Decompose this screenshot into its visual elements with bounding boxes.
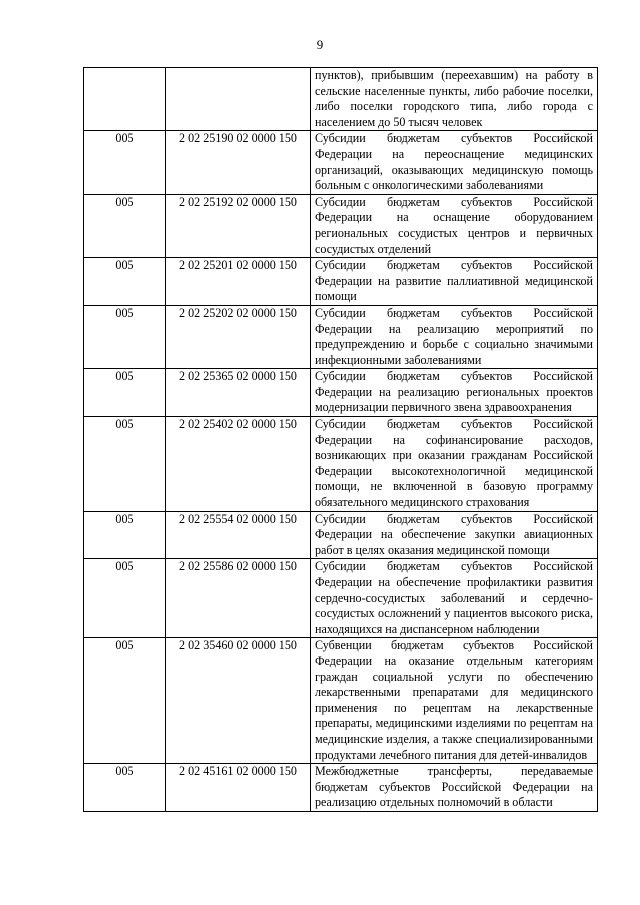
table-row: [84, 258, 598, 306]
admin-code-cell: 005: [84, 305, 166, 368]
revenue-name-cell: Субсидии бюджетам субъектов Российской Федерации на обеспечение закупки авиационных работ в целях оказания медицинской помощи: [311, 511, 598, 559]
admin-code-cell: 005: [84, 638, 166, 764]
revenue-name-cell: Субсидии бюджетам субъектов Российской Федерации на обеспечение профилактики развития сердечно-сосудистых заболеваний и сердечно-сосудистых осложнений у пациентов высокого риска, находящихся на диспансерном наблюдении: [311, 559, 598, 638]
admin-code-cell: 005: [84, 369, 166, 417]
budget-code-cell: 2 02 25190 02 0000 150: [166, 131, 311, 194]
revenue-name-cell: Субсидии бюджетам субъектов Российской Федерации на переоснащение медицинских организаций, оказывающих медицинскую помощь больным с онкологическими заболеваниями: [311, 131, 598, 194]
admin-code-cell: [84, 68, 166, 131]
budget-code-cell: 2 02 25554 02 0000 150: [166, 511, 311, 559]
budget-code-cell: 2 02 25192 02 0000 150: [166, 194, 311, 257]
budget-code-cell: 2 02 25365 02 0000 150: [166, 369, 311, 417]
page-number: 9: [316, 37, 324, 52]
table-row: [84, 764, 598, 812]
table-row: [84, 68, 598, 131]
budget-code-cell: 2 02 25202 02 0000 150: [166, 305, 311, 368]
revenue-name-cell: Субсидии бюджетам субъектов Российской Федерации на развитие паллиативной медицинской помощи: [311, 258, 598, 306]
admin-code-cell: 005: [84, 764, 166, 812]
revenue-name-cell: пунктов), прибывшим (переехавшим) на работу в сельские населенные пункты, либо рабочие поселки, либо поселки городского типа, либо города с населением до 50 тысяч человек: [311, 68, 598, 131]
table-row: [84, 511, 598, 559]
table-row: [84, 131, 598, 194]
table-row: [84, 369, 598, 417]
budget-code-cell: 2 02 35460 02 0000 150: [166, 638, 311, 764]
revenue-name-cell: Субсидии бюджетам субъектов Российской Федерации на оснащение оборудованием региональных сосудистых центров и первичных сосудистых отделений: [311, 194, 598, 257]
table-row: [84, 194, 598, 257]
budget-code-cell: 2 02 45161 02 0000 150: [166, 764, 311, 812]
revenue-name-cell: Субсидии бюджетам субъектов Российской Федерации на реализацию мероприятий по предупреждению и борьбе с социально значимыми инфекционными заболеваниями: [311, 305, 598, 368]
table-row: [84, 417, 598, 512]
revenue-name-cell: Межбюджетные трансферты, передаваемые бюджетам субъектов Российской Федерации на реализацию отдельных полномочий в области: [311, 764, 598, 812]
admin-code-cell: 005: [84, 417, 166, 512]
budget-code-cell: 2 02 25201 02 0000 150: [166, 258, 311, 306]
table-row: [84, 305, 598, 368]
revenue-name-cell: Субвенции бюджетам субъектов Российской Федерации на оказание отдельным категориям граждан социальной услуги по обеспечению лекарственными препаратами для медицинского применения по рецептам на лекарственные препараты, медицинскими изделиями по рецептам на медицинские изделия, а также специализированными продуктами лечебного питания для детей-инвалидов: [311, 638, 598, 764]
revenue-name-cell: Субсидии бюджетам субъектов Российской Федерации на реализацию региональных проектов модернизации первичного звена здравоохранения: [311, 369, 598, 417]
table-row: [84, 559, 598, 638]
table-row: [84, 638, 598, 764]
admin-code-cell: 005: [84, 258, 166, 306]
admin-code-cell: 005: [84, 194, 166, 257]
budget-code-cell: 2 02 25586 02 0000 150: [166, 559, 311, 638]
admin-code-cell: 005: [84, 511, 166, 559]
admin-code-cell: 005: [84, 131, 166, 194]
revenue-name-cell: Субсидии бюджетам субъектов Российской Федерации на софинансирование расходов, возникающих при оказании гражданам Российской Федерации высокотехнологичной медицинской помощи, не включенной в базовую программу обязательного медицинского страхования: [311, 417, 598, 512]
budget-code-cell: [166, 68, 311, 131]
budget-code-cell: 2 02 25402 02 0000 150: [166, 417, 311, 512]
admin-code-cell: 005: [84, 559, 166, 638]
budget-classification-table: [83, 67, 598, 812]
